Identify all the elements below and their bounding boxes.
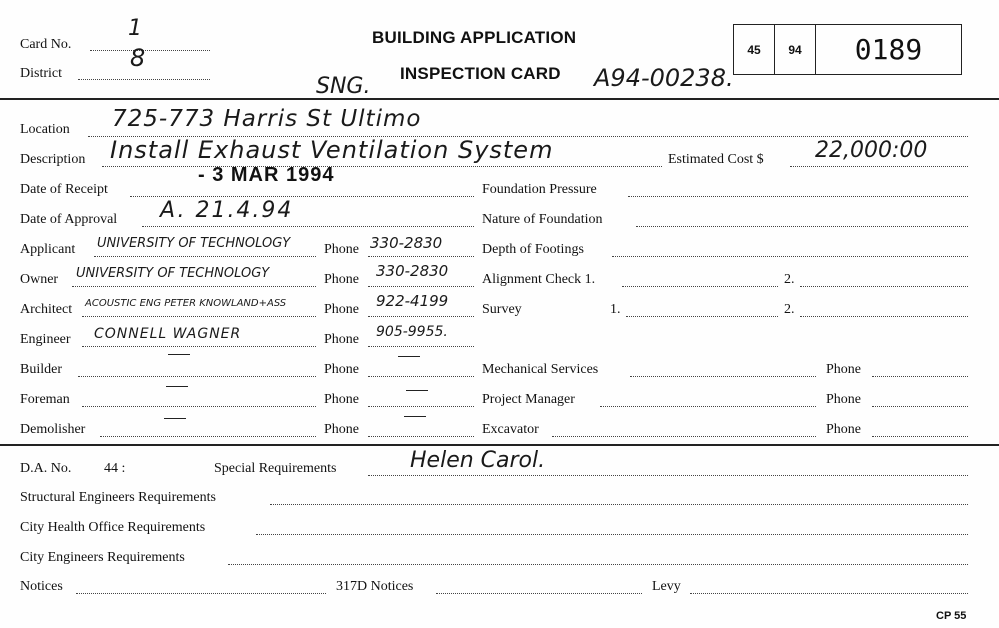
architect-phone-label: Phone [324, 302, 359, 317]
demolisher-label: Demolisher [20, 422, 86, 437]
notices-dotline [76, 593, 326, 594]
architect-dotline [82, 316, 316, 317]
location-label: Location [20, 122, 70, 137]
section-divider [0, 444, 999, 446]
levy-dotline [690, 593, 968, 594]
depth-footings-dotline [612, 256, 968, 257]
excavator-phone-label: Phone [826, 422, 861, 437]
owner-phone-dotline [368, 286, 474, 287]
alignment-check-2-label: 2. [784, 272, 795, 287]
card-title: BUILDING APPLICATION [372, 28, 577, 47]
header-divider [0, 98, 999, 100]
project-manager-phone-dotline [872, 406, 968, 407]
mechanical-phone-label: Phone [826, 362, 861, 377]
receipt-date-stamp: - 3 MAR 1994 [198, 164, 335, 186]
description-label: Description [20, 152, 86, 167]
foundation-pressure-dotline [628, 196, 968, 197]
file-reference: A94-00238. [594, 64, 734, 92]
builder-blank-dash [168, 354, 190, 355]
estimated-cost-value: 22,000:00 [815, 138, 928, 163]
applicant-value: UNIVERSITY OF TECHNOLOGY [97, 236, 291, 251]
survey-1-label: 1. [610, 302, 621, 317]
special-requirements-value: Helen Carol. [410, 448, 546, 473]
estimated-cost-label: Estimated Cost $ [668, 152, 764, 167]
special-requirements-dotline [368, 475, 968, 476]
date-approval-value: A. 21.4.94 [160, 198, 294, 223]
card-no-value: 1 [128, 16, 142, 41]
date-approval-label: Date of Approval [20, 212, 118, 227]
date-receipt-label: Date of Receipt [20, 182, 108, 197]
engineer-label: Engineer [20, 332, 71, 347]
engineer-value: CONNELL WAGNER [94, 326, 242, 342]
demolisher-phone-label: Phone [324, 422, 359, 437]
sng-mark: SNG. [316, 74, 371, 99]
card-number-box: 0189 [815, 24, 962, 75]
card-subtitle: INSPECTION CARD [400, 64, 561, 83]
demolisher-dotline [100, 436, 316, 437]
builder-label: Builder [20, 362, 62, 377]
foreman-phone-dash [406, 390, 428, 391]
card-no-dotline [90, 50, 210, 51]
nature-foundation-label: Nature of Foundation [482, 212, 603, 227]
number-box-a: 45 [733, 24, 775, 75]
number-box-b: 94 [774, 24, 816, 75]
card-no-label: Card No. [20, 37, 72, 52]
applicant-phone-dotline [368, 256, 474, 257]
architect-value: ACOUSTIC ENG PETER KNOWLAND+ASS [85, 298, 287, 309]
da-no-value: 44 : [104, 461, 126, 476]
owner-phone-value: 330-2830 [376, 262, 449, 280]
applicant-phone-value: 330-2830 [370, 234, 443, 252]
foreman-phone-label: Phone [324, 392, 359, 407]
project-manager-phone-label: Phone [826, 392, 861, 407]
builder-dotline [78, 376, 316, 377]
engineer-phone-dotline [368, 346, 474, 347]
district-dotline [78, 79, 210, 80]
architect-label: Architect [20, 302, 73, 317]
mechanical-phone-dotline [872, 376, 968, 377]
city-engineers-label: City Engineers Requirements [20, 550, 185, 565]
special-requirements-label: Special Requirements [214, 461, 337, 476]
architect-phone-value: 922-4199 [376, 292, 449, 310]
builder-phone-dotline [368, 376, 474, 377]
estimated-cost-dotline [790, 166, 968, 167]
alignment-check-1-dotline [622, 286, 778, 287]
demolisher-blank-dash [164, 418, 186, 419]
applicant-dotline [94, 256, 316, 257]
depth-footings-label: Depth of Footings [482, 242, 584, 257]
survey-2-dotline [800, 316, 968, 317]
nature-foundation-dotline [636, 226, 968, 227]
project-manager-label: Project Manager [482, 392, 575, 407]
date-approval-dotline [142, 226, 474, 227]
applicant-phone-label: Phone [324, 242, 359, 257]
owner-label: Owner [20, 272, 59, 287]
foundation-pressure-label: Foundation Pressure [482, 182, 597, 197]
owner-dotline [72, 286, 316, 287]
notices-label: Notices [20, 579, 63, 594]
city-engineers-dotline [228, 564, 968, 565]
survey-1-dotline [626, 316, 778, 317]
structural-engineers-label: Structural Engineers Requirements [20, 490, 216, 505]
alignment-check-2-dotline [800, 286, 968, 287]
owner-phone-label: Phone [324, 272, 359, 287]
excavator-phone-dotline [872, 436, 968, 437]
demolisher-phone-dotline [368, 436, 474, 437]
foreman-dotline [82, 406, 316, 407]
mechanical-services-dotline [630, 376, 816, 377]
location-value: 725-773 Harris St Ultimo [112, 106, 422, 132]
health-office-label: City Health Office Requirements [20, 520, 206, 535]
applicant-label: Applicant [20, 242, 76, 257]
builder-phone-dash [398, 356, 420, 357]
excavator-label: Excavator [482, 422, 539, 437]
project-manager-dotline [600, 406, 816, 407]
levy-label: Levy [652, 579, 681, 594]
description-value: Install Exhaust Ventilation System [110, 136, 554, 164]
district-label: District [20, 66, 62, 81]
notices-317d-label: 317D Notices [336, 579, 414, 594]
district-value: 8 [130, 44, 146, 72]
survey-label: Survey [482, 302, 522, 317]
owner-value: UNIVERSITY OF TECHNOLOGY [76, 266, 270, 281]
date-receipt-dotline [130, 196, 474, 197]
foreman-phone-dotline [368, 406, 474, 407]
architect-phone-dotline [368, 316, 474, 317]
health-office-dotline [256, 534, 968, 535]
description-dotline [102, 166, 662, 167]
alignment-check-label: Alignment Check 1. [482, 272, 596, 287]
foreman-blank-dash [166, 386, 188, 387]
engineer-dotline [82, 346, 316, 347]
excavator-dotline [552, 436, 816, 437]
engineer-phone-label: Phone [324, 332, 359, 347]
da-no-label: D.A. No. [20, 461, 72, 476]
survey-2-label: 2. [784, 302, 795, 317]
builder-phone-label: Phone [324, 362, 359, 377]
notices-317d-dotline [436, 593, 642, 594]
demolisher-phone-dash [404, 416, 426, 417]
mechanical-services-label: Mechanical Services [482, 362, 599, 377]
form-code: CP 55 [936, 610, 967, 622]
structural-engineers-dotline [270, 504, 968, 505]
foreman-label: Foreman [20, 392, 70, 407]
engineer-phone-value: 905-9955. [376, 324, 448, 340]
